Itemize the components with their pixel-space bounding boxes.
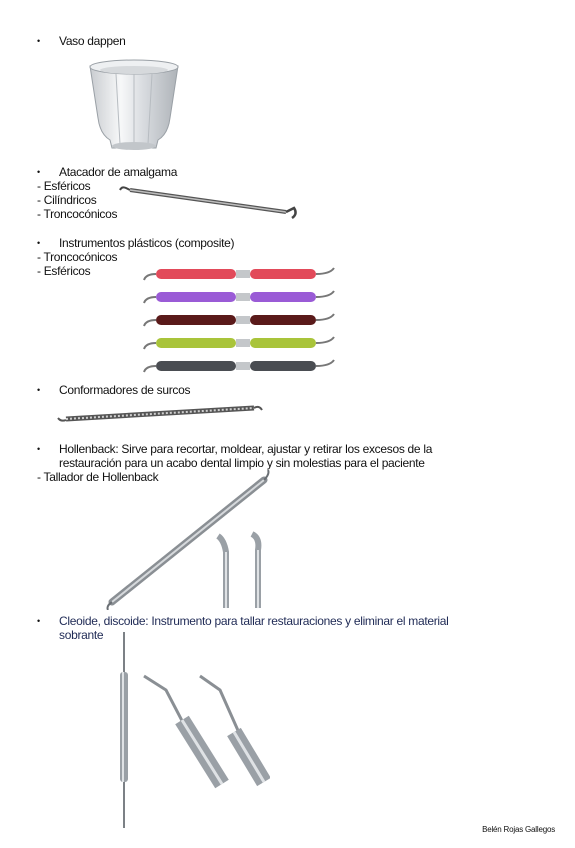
plastic-instrument	[144, 360, 334, 372]
item-instrumentos-plasticos	[37, 236, 234, 250]
sub-item: - Troncocónicos	[37, 250, 118, 264]
hollenback-carver-image	[100, 470, 280, 610]
composite-instruments-image	[140, 262, 340, 382]
item-atacador-amalgama	[37, 165, 177, 179]
item-title: Vaso dappen	[59, 34, 126, 48]
item-title: Conformadores de surcos	[59, 383, 191, 397]
item-title-line2: sobrante	[59, 628, 104, 642]
amalgam-carrier-image	[116, 184, 302, 222]
item-title: Instrumentos plásticos (composite)	[59, 236, 235, 250]
sub-item: - Troncocónicos	[37, 207, 118, 221]
author-name: Belén Rojas Gallegos	[482, 825, 555, 834]
item-title: Atacador de amalgama	[59, 165, 178, 179]
plastic-instrument	[144, 314, 334, 326]
sub-item: - Cilíndricos	[37, 193, 97, 207]
bullet: •	[37, 36, 41, 46]
item-conformadores-surcos	[37, 383, 190, 397]
bullet: •	[37, 444, 41, 454]
item-title-line1: Cleoide, discoide: Instrumento para tallar restauraciones y eliminar el material	[59, 614, 449, 628]
bullet: •	[37, 167, 41, 177]
sub-item: - Esféricos	[37, 264, 91, 278]
cleoid-discoid-image	[110, 632, 270, 832]
item-title-line1: Hollenback: Sirve para recortar, moldear, ajustar y retirar los excesos de la	[59, 442, 433, 456]
item-title-line2: restauración para un acabo dental limpio y sin molestias para el paciente	[59, 456, 425, 470]
bullet: •	[37, 616, 41, 626]
bullet: •	[37, 385, 41, 395]
item-hollenback	[37, 442, 432, 470]
groove-former-image	[56, 400, 266, 426]
plastic-instrument	[144, 268, 334, 280]
plastic-instrument	[144, 291, 334, 303]
plastic-instrument	[144, 337, 334, 349]
bullet: •	[37, 238, 41, 248]
sub-item: - Tallador de Hollenback	[37, 470, 159, 484]
item-vaso-dappen	[37, 34, 126, 48]
sub-item: - Esféricos	[37, 179, 91, 193]
dappen-glass-image	[86, 56, 182, 152]
